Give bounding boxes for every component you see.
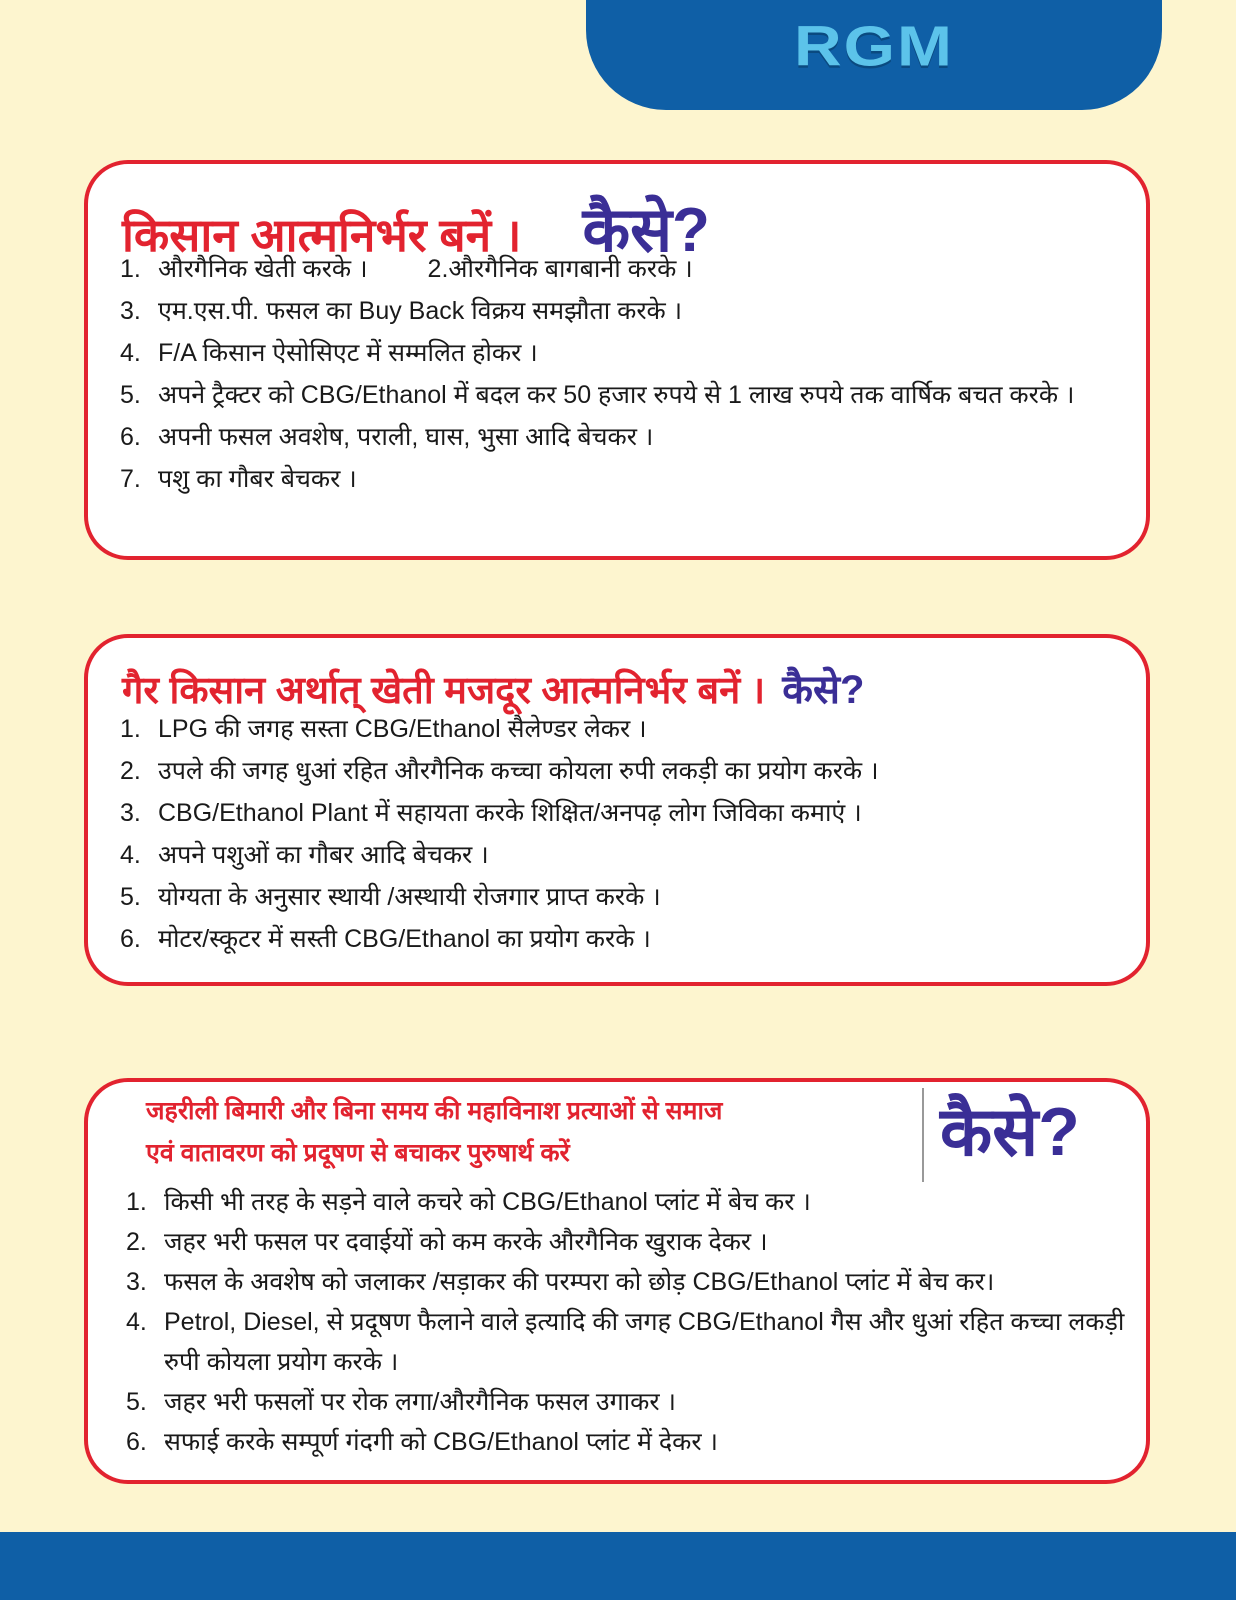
section-question: कैसे? — [940, 1094, 1080, 1170]
footer-band — [0, 1532, 1236, 1600]
list-item — [120, 332, 1128, 374]
list-item — [120, 416, 1128, 458]
list-item-number: 3. — [120, 799, 141, 827]
section-labourer-self-reliance — [84, 634, 1150, 986]
list-item-text: किसी भी तरह के सड़ने वाले कचरे को CBG/Ethanol प्लांट में बेच कर । — [164, 1188, 811, 1216]
list-item — [126, 1382, 1128, 1422]
list-item-number: 5. — [120, 883, 141, 911]
section-title: गैर किसान अर्थात् खेती मजदूर आत्मनिर्भर बनें । — [122, 670, 766, 712]
section-title-line-2: एवं वातावरण को प्रदूषण से बचाकर पुरुषार्थ करें — [146, 1139, 570, 1167]
list-item-number: 6. — [120, 423, 141, 451]
list-item-text: F/A किसान ऐसोसिएट में सम्मलित होकर । — [158, 339, 538, 367]
list-item-number: 2. — [126, 1228, 147, 1256]
list-item-text: एम.एस.पी. फसल का Buy Back विक्रय समझौता करके । — [158, 297, 683, 325]
brand-tab — [586, 0, 1162, 110]
list-item-text: अपने पशुओं का गौबर आदि बेचकर । — [158, 841, 489, 869]
list-item-text: 2.औरगैनिक बागबानी करके । — [427, 255, 693, 283]
section-question: कैसे? — [582, 196, 710, 265]
list-item-number: 7. — [120, 465, 141, 493]
list-item-number: 5. — [126, 1388, 147, 1416]
list-item — [120, 834, 1128, 876]
list-item — [126, 1262, 1128, 1302]
list-item — [126, 1222, 1128, 1262]
labourer-list — [120, 708, 1128, 960]
section-title — [146, 1090, 906, 1174]
farmer-list — [120, 248, 1128, 500]
list-item-text: सफाई करके सम्पूर्ण गंदगी को CBG/Ethanol प्लांट में देकर । — [164, 1428, 718, 1456]
list-item-text: Petrol, Diesel, से प्रदूषण फैलाने वाले इत्यादि की जगह CBG/Ethanol गैस और धुआं रहित कच्चा लकड़ी रुपी कोयला प्रयोग करके । — [164, 1308, 1125, 1376]
list-item-text: अपनी फसल अवशेष, पराली, घास, भुसा आदि बेचकर । — [158, 423, 654, 451]
list-item — [120, 918, 1128, 960]
list-item-number: 2. — [120, 757, 141, 785]
list-item-number: 6. — [120, 925, 141, 953]
list-item-number: 5. — [120, 381, 141, 409]
list-item-number: 1. — [120, 715, 141, 743]
section-farmer-self-reliance — [84, 160, 1150, 560]
list-item — [120, 876, 1128, 918]
list-item-text: पशु का गौबर बेचकर । — [158, 465, 357, 493]
list-item-number: 1. — [126, 1188, 147, 1216]
section-heading — [122, 660, 864, 715]
list-item-text: अपने ट्रैक्टर को CBG/Ethanol में बदल कर 50 हजार रुपये से 1 लाख रुपये तक वार्षिक बचत करके । — [158, 381, 1075, 409]
list-item — [126, 1182, 1128, 1222]
list-item-text: फसल के अवशेष को जलाकर /सड़ाकर की परम्परा को छोड़ CBG/Ethanol प्लांट में बेच कर। — [164, 1268, 995, 1296]
list-item — [120, 792, 1128, 834]
list-item-text: योग्यता के अनुसार स्थायी /अस्थायी रोजगार प्राप्त करके । — [158, 883, 661, 911]
list-item-number: 3. — [120, 297, 141, 325]
section-title: किसान आत्मनिर्भर बनें । — [122, 209, 522, 261]
list-item — [120, 708, 1128, 750]
list-item-text: जहर भरी फसलों पर रोक लगा/औरगैनिक फसल उगाकर । — [164, 1388, 676, 1416]
list-item — [120, 374, 1128, 416]
section-title-line-1: जहरीली बिमारी और बिना समय की महाविनाश प्रत्याओं से समाज — [146, 1097, 723, 1125]
list-item — [120, 290, 1128, 332]
list-item-number: 1. — [120, 255, 141, 283]
list-item-number: 4. — [120, 339, 141, 367]
list-item — [120, 458, 1128, 500]
list-item — [126, 1302, 1128, 1382]
list-item — [120, 750, 1128, 792]
list-item-text: जहर भरी फसल पर दवाईयों को कम करके औरगैनिक खुराक देकर । — [164, 1228, 768, 1256]
list-item — [120, 248, 1128, 290]
brand-logo-text: RGM — [794, 14, 954, 78]
list-item-number: 3. — [126, 1268, 147, 1296]
list-item-text: औरगैनिक खेती करके । — [158, 255, 368, 283]
vertical-divider — [922, 1088, 924, 1182]
list-item-number: 4. — [120, 841, 141, 869]
list-item-text: CBG/Ethanol Plant में सहायता करके शिक्षित/अनपढ़ लोग जिविका कमाएं । — [158, 799, 862, 827]
pollution-list — [126, 1182, 1128, 1462]
list-item-number: 6. — [126, 1428, 147, 1456]
list-item-text: मोटर/स्कूटर में सस्ती CBG/Ethanol का प्रयोग करके । — [158, 925, 651, 953]
list-item-text: LPG की जगह सस्ता CBG/Ethanol सैलेण्डर लेकर । — [158, 715, 647, 743]
section-question: कैसे? — [782, 668, 865, 712]
list-item-number: 4. — [126, 1308, 147, 1336]
list-item-text: उपले की जगह धुआं रहित औरगैनिक कच्चा कोयला रुपी लकड़ी का प्रयोग करके । — [158, 757, 879, 785]
section-pollution-prevention — [84, 1078, 1150, 1484]
list-item — [126, 1422, 1128, 1462]
